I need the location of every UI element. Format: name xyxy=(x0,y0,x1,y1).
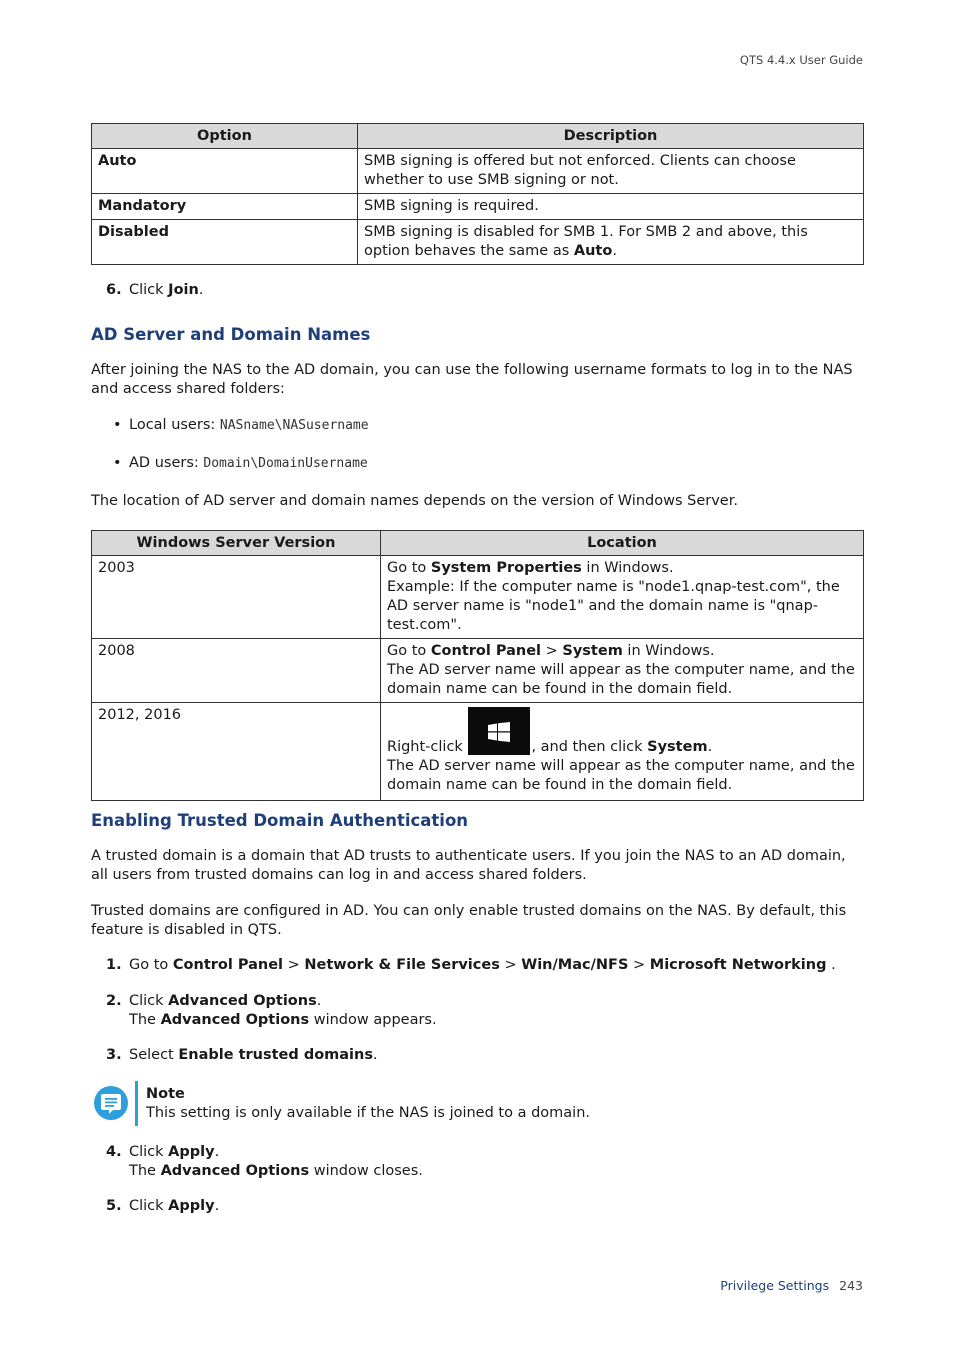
table-row xyxy=(92,149,864,194)
page-number: 243 xyxy=(839,1278,863,1293)
guide-title: QTS 4.4.x User Guide xyxy=(739,53,863,67)
windows-start-icon xyxy=(468,707,530,755)
location-cell: Right-click , and then click System. The AD server name will appear as the computer name, and the domain name can be found in the domain field. xyxy=(381,703,864,801)
note-divider xyxy=(135,1081,138,1126)
table-row xyxy=(92,194,864,220)
note-title: Note xyxy=(146,1086,185,1102)
trusted-paragraph-2: Trusted domains are configured in AD. You can only enable trusted domains on the NAS. By default, this feature is disabled in QTS. xyxy=(91,903,847,938)
version-cell: 2003 xyxy=(92,556,381,639)
step-4: 4. Click Apply. The Advanced Options window closes. xyxy=(106,1144,423,1179)
section-heading-trusted-domain: Enabling Trusted Domain Authentication xyxy=(91,811,469,830)
version-cell: 2008 xyxy=(92,639,381,703)
step-2: 2. Click Advanced Options. The Advanced Options window appears. xyxy=(106,993,437,1028)
table-header-row xyxy=(92,531,864,556)
intro-paragraph: After joining the NAS to the AD domain, you can use the following username formats to log in to the NAS and access shared folders: xyxy=(91,362,853,397)
description-cell: SMB signing is required. xyxy=(358,194,864,220)
location-cell: Go to System Properties in Windows. Example: If the computer name is "node1.qnap-test.com", the AD server name is "node1" and the domain name is "qnap-test.com". xyxy=(381,556,864,639)
option-cell: Auto xyxy=(92,149,358,194)
note-icon xyxy=(94,1086,128,1120)
trusted-paragraph-1: A trusted domain is a domain that AD trusts to authenticate users. If you join the NAS to an AD domain, all users from trusted domains can log in and access shared folders. xyxy=(91,848,846,883)
windows-server-table xyxy=(91,530,864,801)
location-cell: Go to Control Panel > System in Windows. The AD server name will appear as the computer name, and the domain name can be found in the domain field. xyxy=(381,639,864,703)
description-cell: SMB signing is offered but not enforced. Clients can choose whether to use SMB signing or not. xyxy=(358,149,864,194)
table-header-row xyxy=(92,124,864,149)
option-cell: Mandatory xyxy=(92,194,358,220)
step-6: 6. Click Join. xyxy=(106,282,204,298)
table-row xyxy=(92,220,864,265)
column-header: Location xyxy=(381,531,864,556)
table-row xyxy=(92,639,864,703)
smb-signing-table xyxy=(91,123,864,265)
location-paragraph: The location of AD server and domain names depends on the version of Windows Server. xyxy=(91,493,738,509)
page-footer xyxy=(720,1276,863,1295)
option-cell: Disabled xyxy=(92,220,358,265)
note-text: This setting is only available if the NAS is joined to a domain. xyxy=(146,1105,590,1121)
footer-section-link[interactable]: Privilege Settings xyxy=(720,1278,830,1293)
section-heading-ad-server: AD Server and Domain Names xyxy=(91,325,371,344)
step-5: 5. Click Apply. xyxy=(106,1198,220,1214)
column-header: Option xyxy=(92,124,358,149)
table-row xyxy=(92,556,864,639)
step-3: 3. Select Enable trusted domains. xyxy=(106,1047,378,1063)
step-1: 1. Go to Control Panel > Network & File Services > Win/Mac/NFS > Microsoft Networking . xyxy=(106,957,836,973)
table-row xyxy=(92,703,864,801)
column-header: Description xyxy=(358,124,864,149)
list-item: • AD users: Domain\DomainUsername xyxy=(113,455,368,471)
description-cell: SMB signing is disabled for SMB 1. For SMB 2 and above, this option behaves the same as Auto. xyxy=(358,220,864,265)
column-header: Windows Server Version xyxy=(92,531,381,556)
version-cell: 2012, 2016 xyxy=(92,703,381,801)
list-item: • Local users: NASname\NASusername xyxy=(113,417,369,433)
